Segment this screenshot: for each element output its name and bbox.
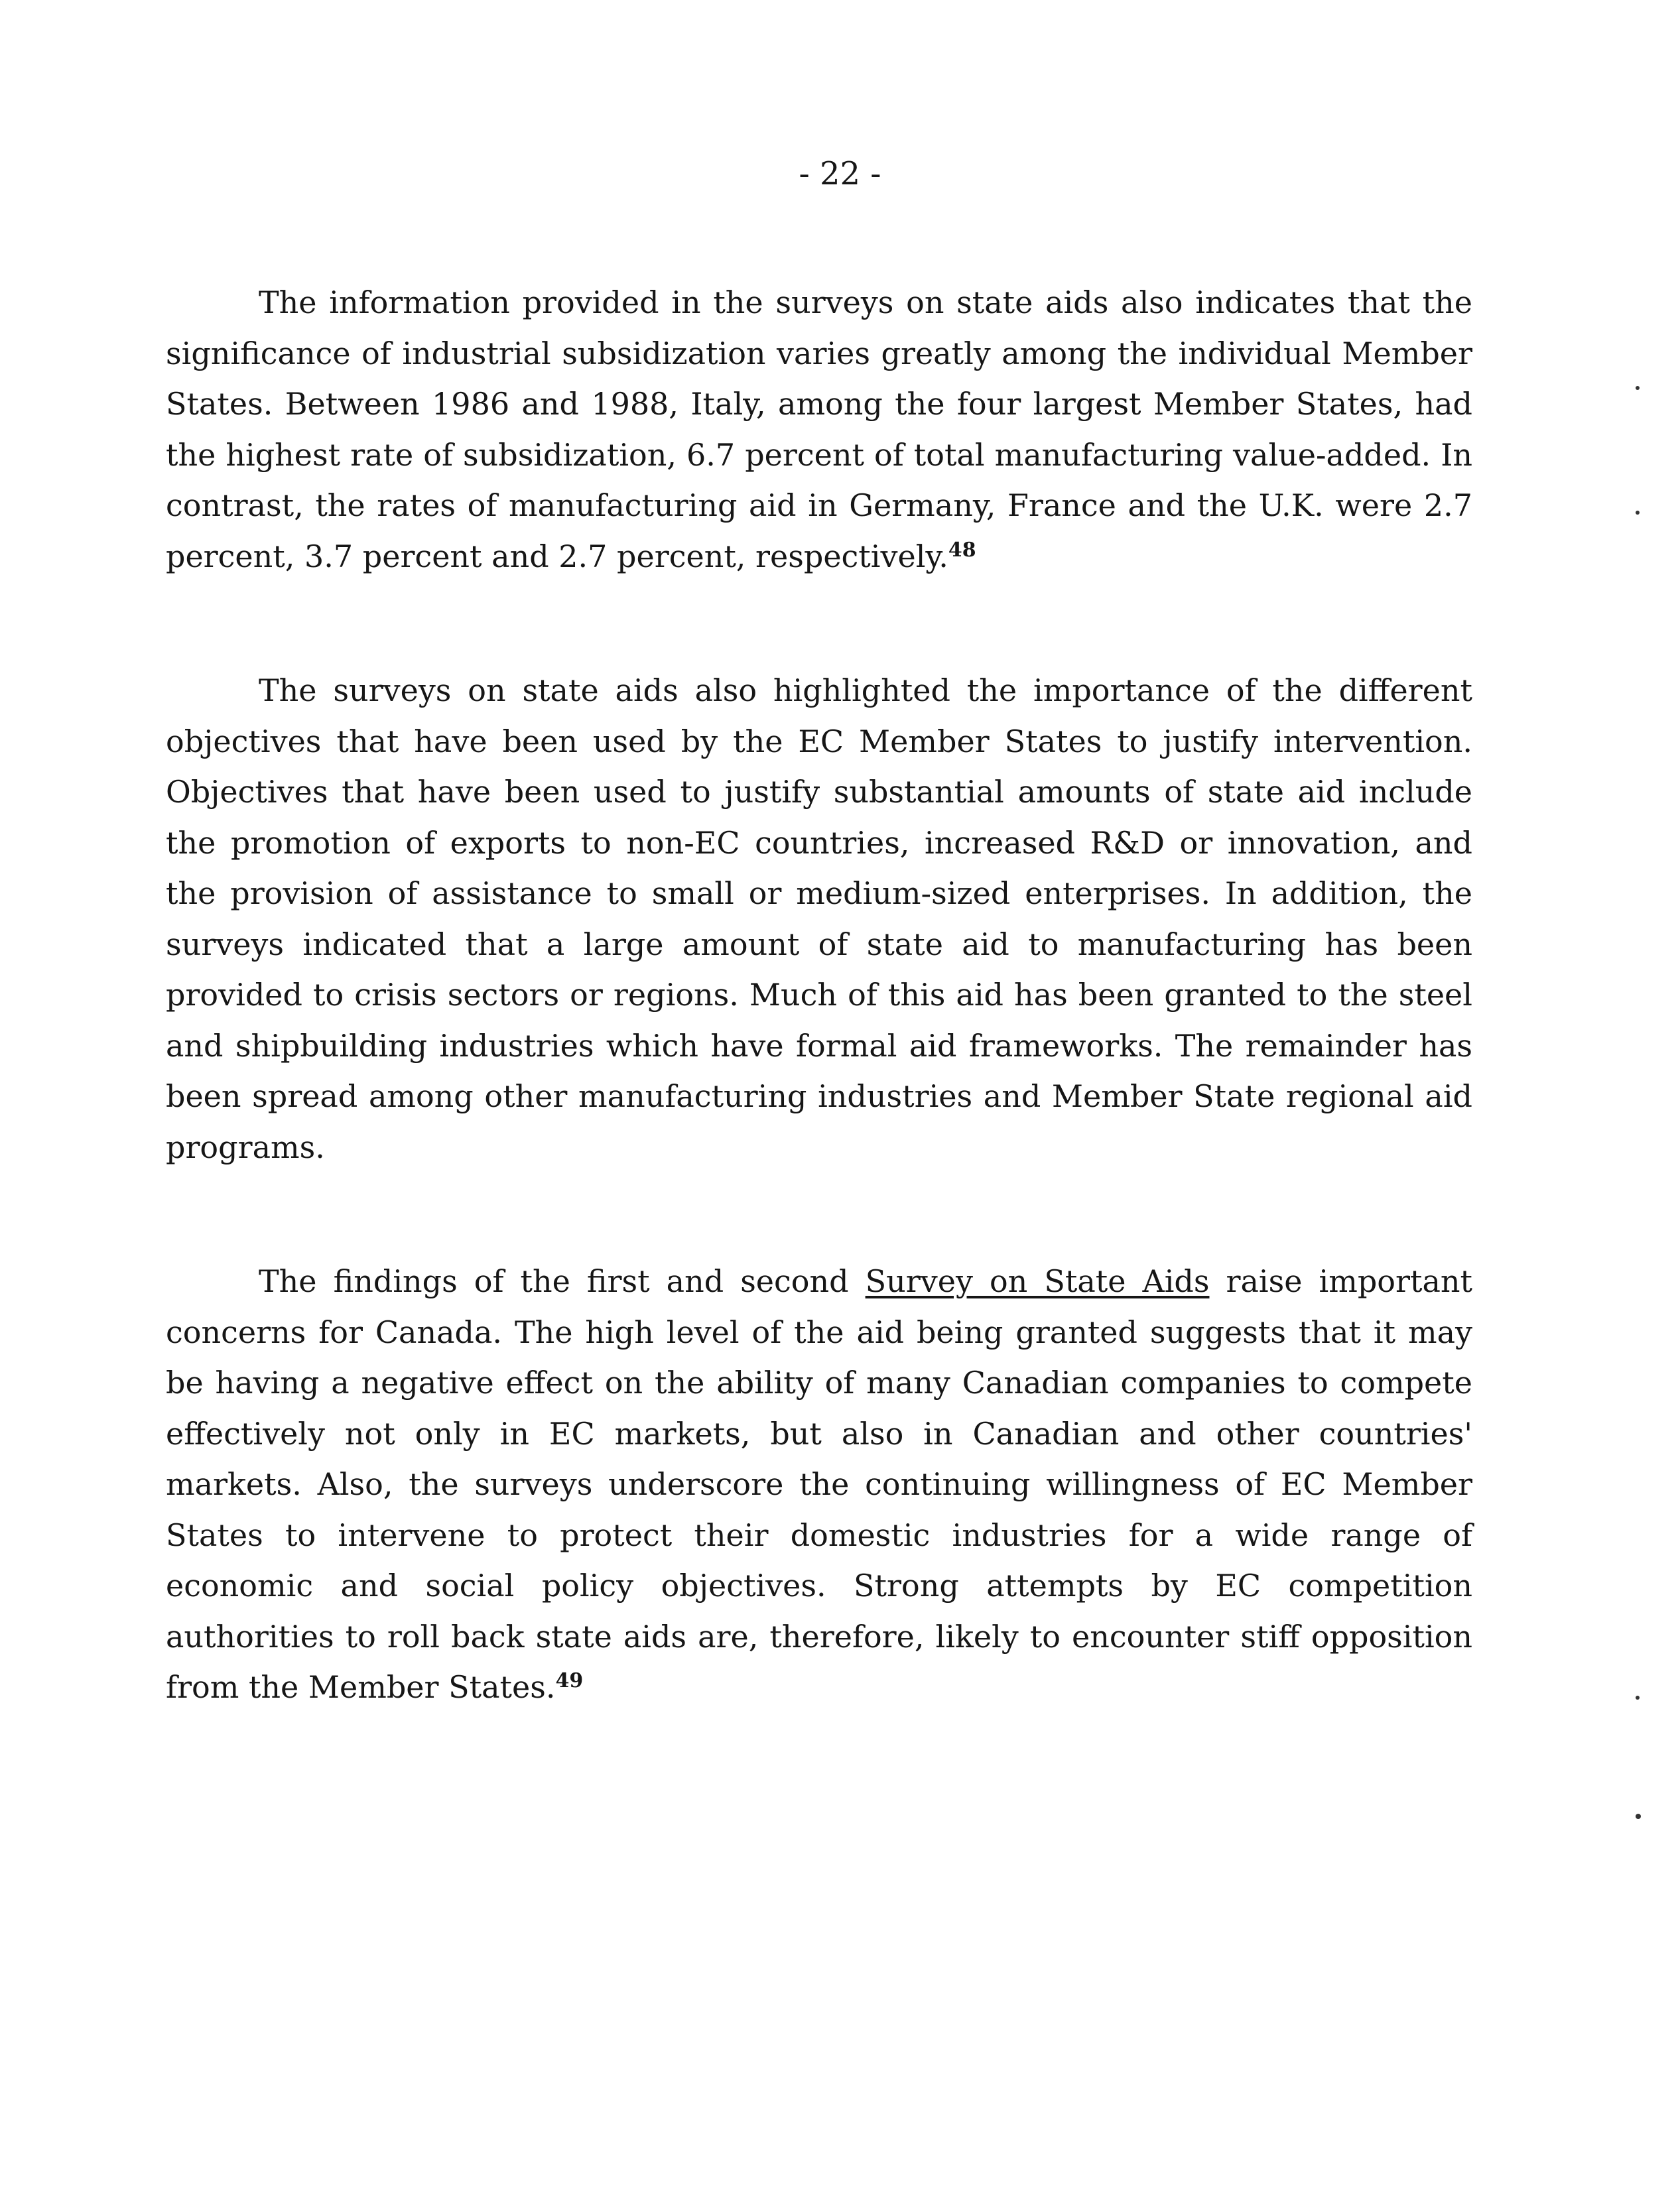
paragraph-state-aid-rates: [166, 277, 1472, 582]
paragraph-concerns-for-canada: [166, 1256, 1472, 1713]
scan-speck: [1636, 1814, 1641, 1819]
scan-speck: [1636, 511, 1640, 515]
footnote-marker: 49: [555, 1669, 584, 1692]
scan-speck: [1636, 1696, 1640, 1700]
paragraph-text: The findings of the first and second: [259, 1263, 866, 1299]
paragraph-text: The surveys on state aids also highlighted the importance of the different objectives that have been used by the EC Member States to justify intervention. Objectives that have been used to justify substantial amounts of state aid include the promotion of exports to non-EC countries, increased R&D or innovation, and the provision of assistance to small or medium-sized enterprises. In addition, the surveys indicated that a large amount of state aid to manufacturing has been provided to crisis sectors or regions. Much of this aid has been granted to the steel and shipbuilding industries which have formal aid frameworks. The remainder has been spread among other manufacturing industries and Member State regional aid programs.: [166, 672, 1472, 1165]
survey-title-underlined: Survey on State Aids: [865, 1263, 1210, 1299]
document-body: [166, 277, 1472, 1796]
paragraph-text: raise important concerns for Canada. The high level of the aid being granted suggests that it may be having a negative effect on the ability of many Canadian companies to compete effectively not only in EC markets, but also in Canadian and other countries' markets. Also, the surveys underscore the continuing willingness of EC Member States to intervene to protect their domestic industries for a wide range of economic and social policy objectives. Strong attempts by EC competition authorities to roll back state aids are, therefore, likely to encounter stiff opposition from the Member States.: [166, 1263, 1472, 1705]
scan-speck: [1636, 386, 1640, 390]
paragraph-aid-objectives: [166, 665, 1472, 1172]
page-number: - 22 -: [799, 155, 881, 192]
paragraph-text: The information provided in the surveys on state aids also indicates that the significance of industrial subsidization varies greatly among the individual Member States. Between 1986 and 1988, Italy, among the four largest Member States, had the highest rate of subsidization, 6.7 percent of total manufacturing value-added. In contrast, the rates of manufacturing aid in Germany, France and the U.K. were 2.7 percent, 3.7 percent and 2.7 percent, respectively.: [166, 284, 1472, 574]
footnote-marker: 48: [948, 538, 976, 562]
